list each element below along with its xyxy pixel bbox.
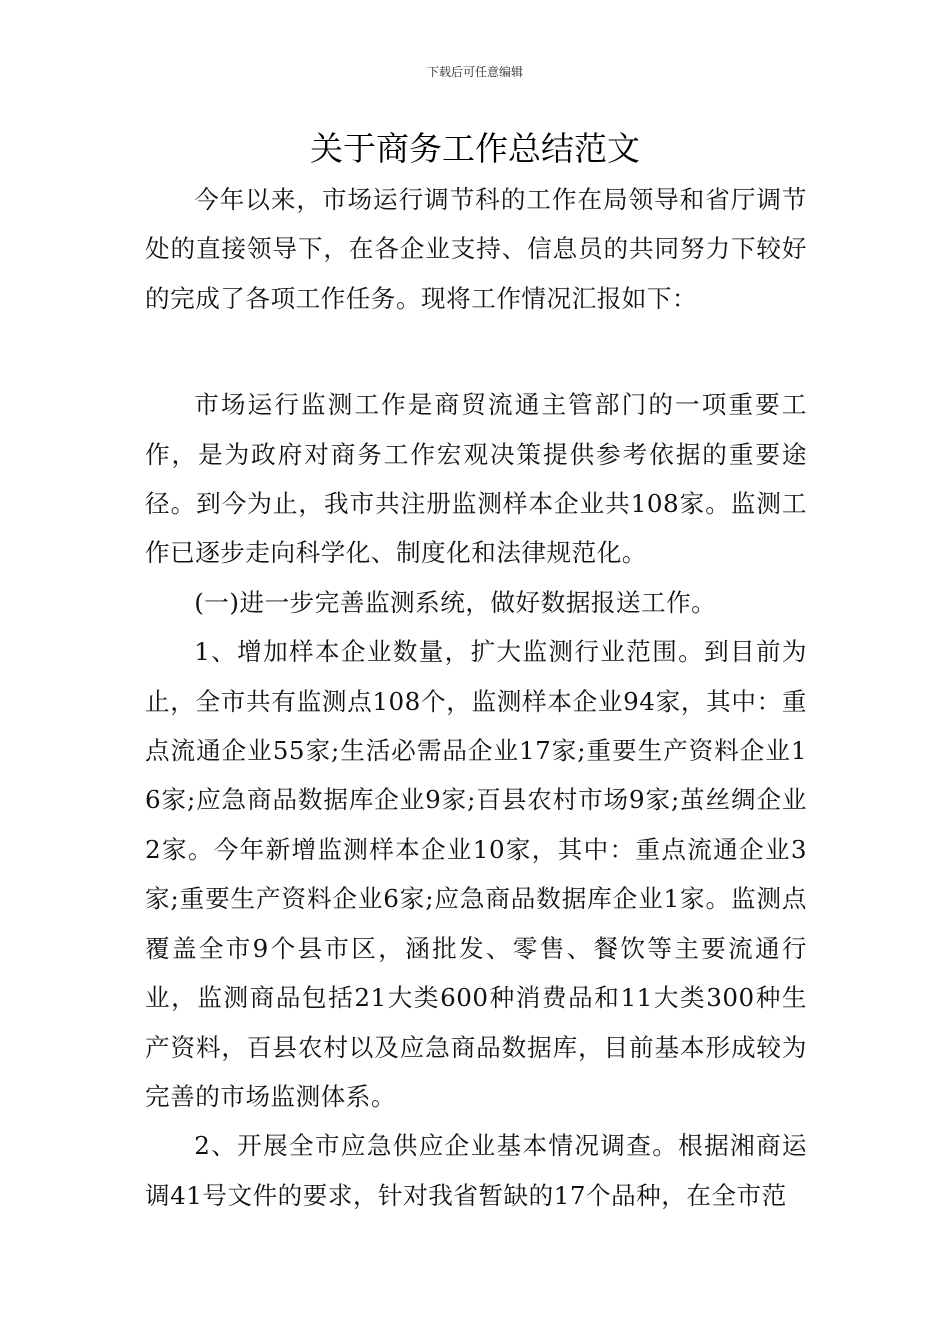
- paragraph-item-1: 1、增加样本企业数量，扩大监测行业范围。到目前为止，全市共有监测点108个，监测样本企业94家，其中：重点流通企业55家;生活必需品企业17家;重要生产资料企业16家;应急商品数据库企业9家;百县农村市场9家;茧丝绸企业2家。今年新增监测样本企业10家，其中：重点流通企业3家;重要生产资料企业6家;应急商品数据库企业1家。监测点覆盖全市9个县市区，涵批发、零售、餐饮等主要流通行业，监测商品包括21大类600种消费品和11大类300种生产资料，百县农村以及应急商品数据库，目前基本形成较为完善的市场监测体系。: [145, 637, 807, 1111]
- paragraph-spacer: [145, 323, 807, 380]
- paragraph-monitoring: 市场运行监测工作是商贸流通主管部门的一项重要工作，是为政府对商务工作宏观决策提供参考依据的重要途径。到今为止，我市共注册监测样本企业共108家。监测工作已逐步走向科学化、制度化和法律规范化。: [145, 390, 807, 568]
- paragraph-item-2: 2、开展全市应急供应企业基本情况调查。根据湘商运调41号文件的要求，针对我省暂缺的17个品种，在全市范: [145, 1131, 807, 1210]
- header-note: 下载后可任意编辑: [426, 65, 523, 79]
- document-title: 关于商务工作总结范文: [310, 129, 640, 168]
- paragraph-intro: 今年以来，市场运行调节科的工作在局领导和省厅调节处的直接领导下，在各企业支持、信息员的共同努力下较好的完成了各项工作任务。现将工作情况汇报如下：: [145, 185, 807, 313]
- document-body: [145, 175, 807, 1220]
- section-heading-1: (一)进一步完善监测系统，做好数据报送工作。: [194, 587, 717, 617]
